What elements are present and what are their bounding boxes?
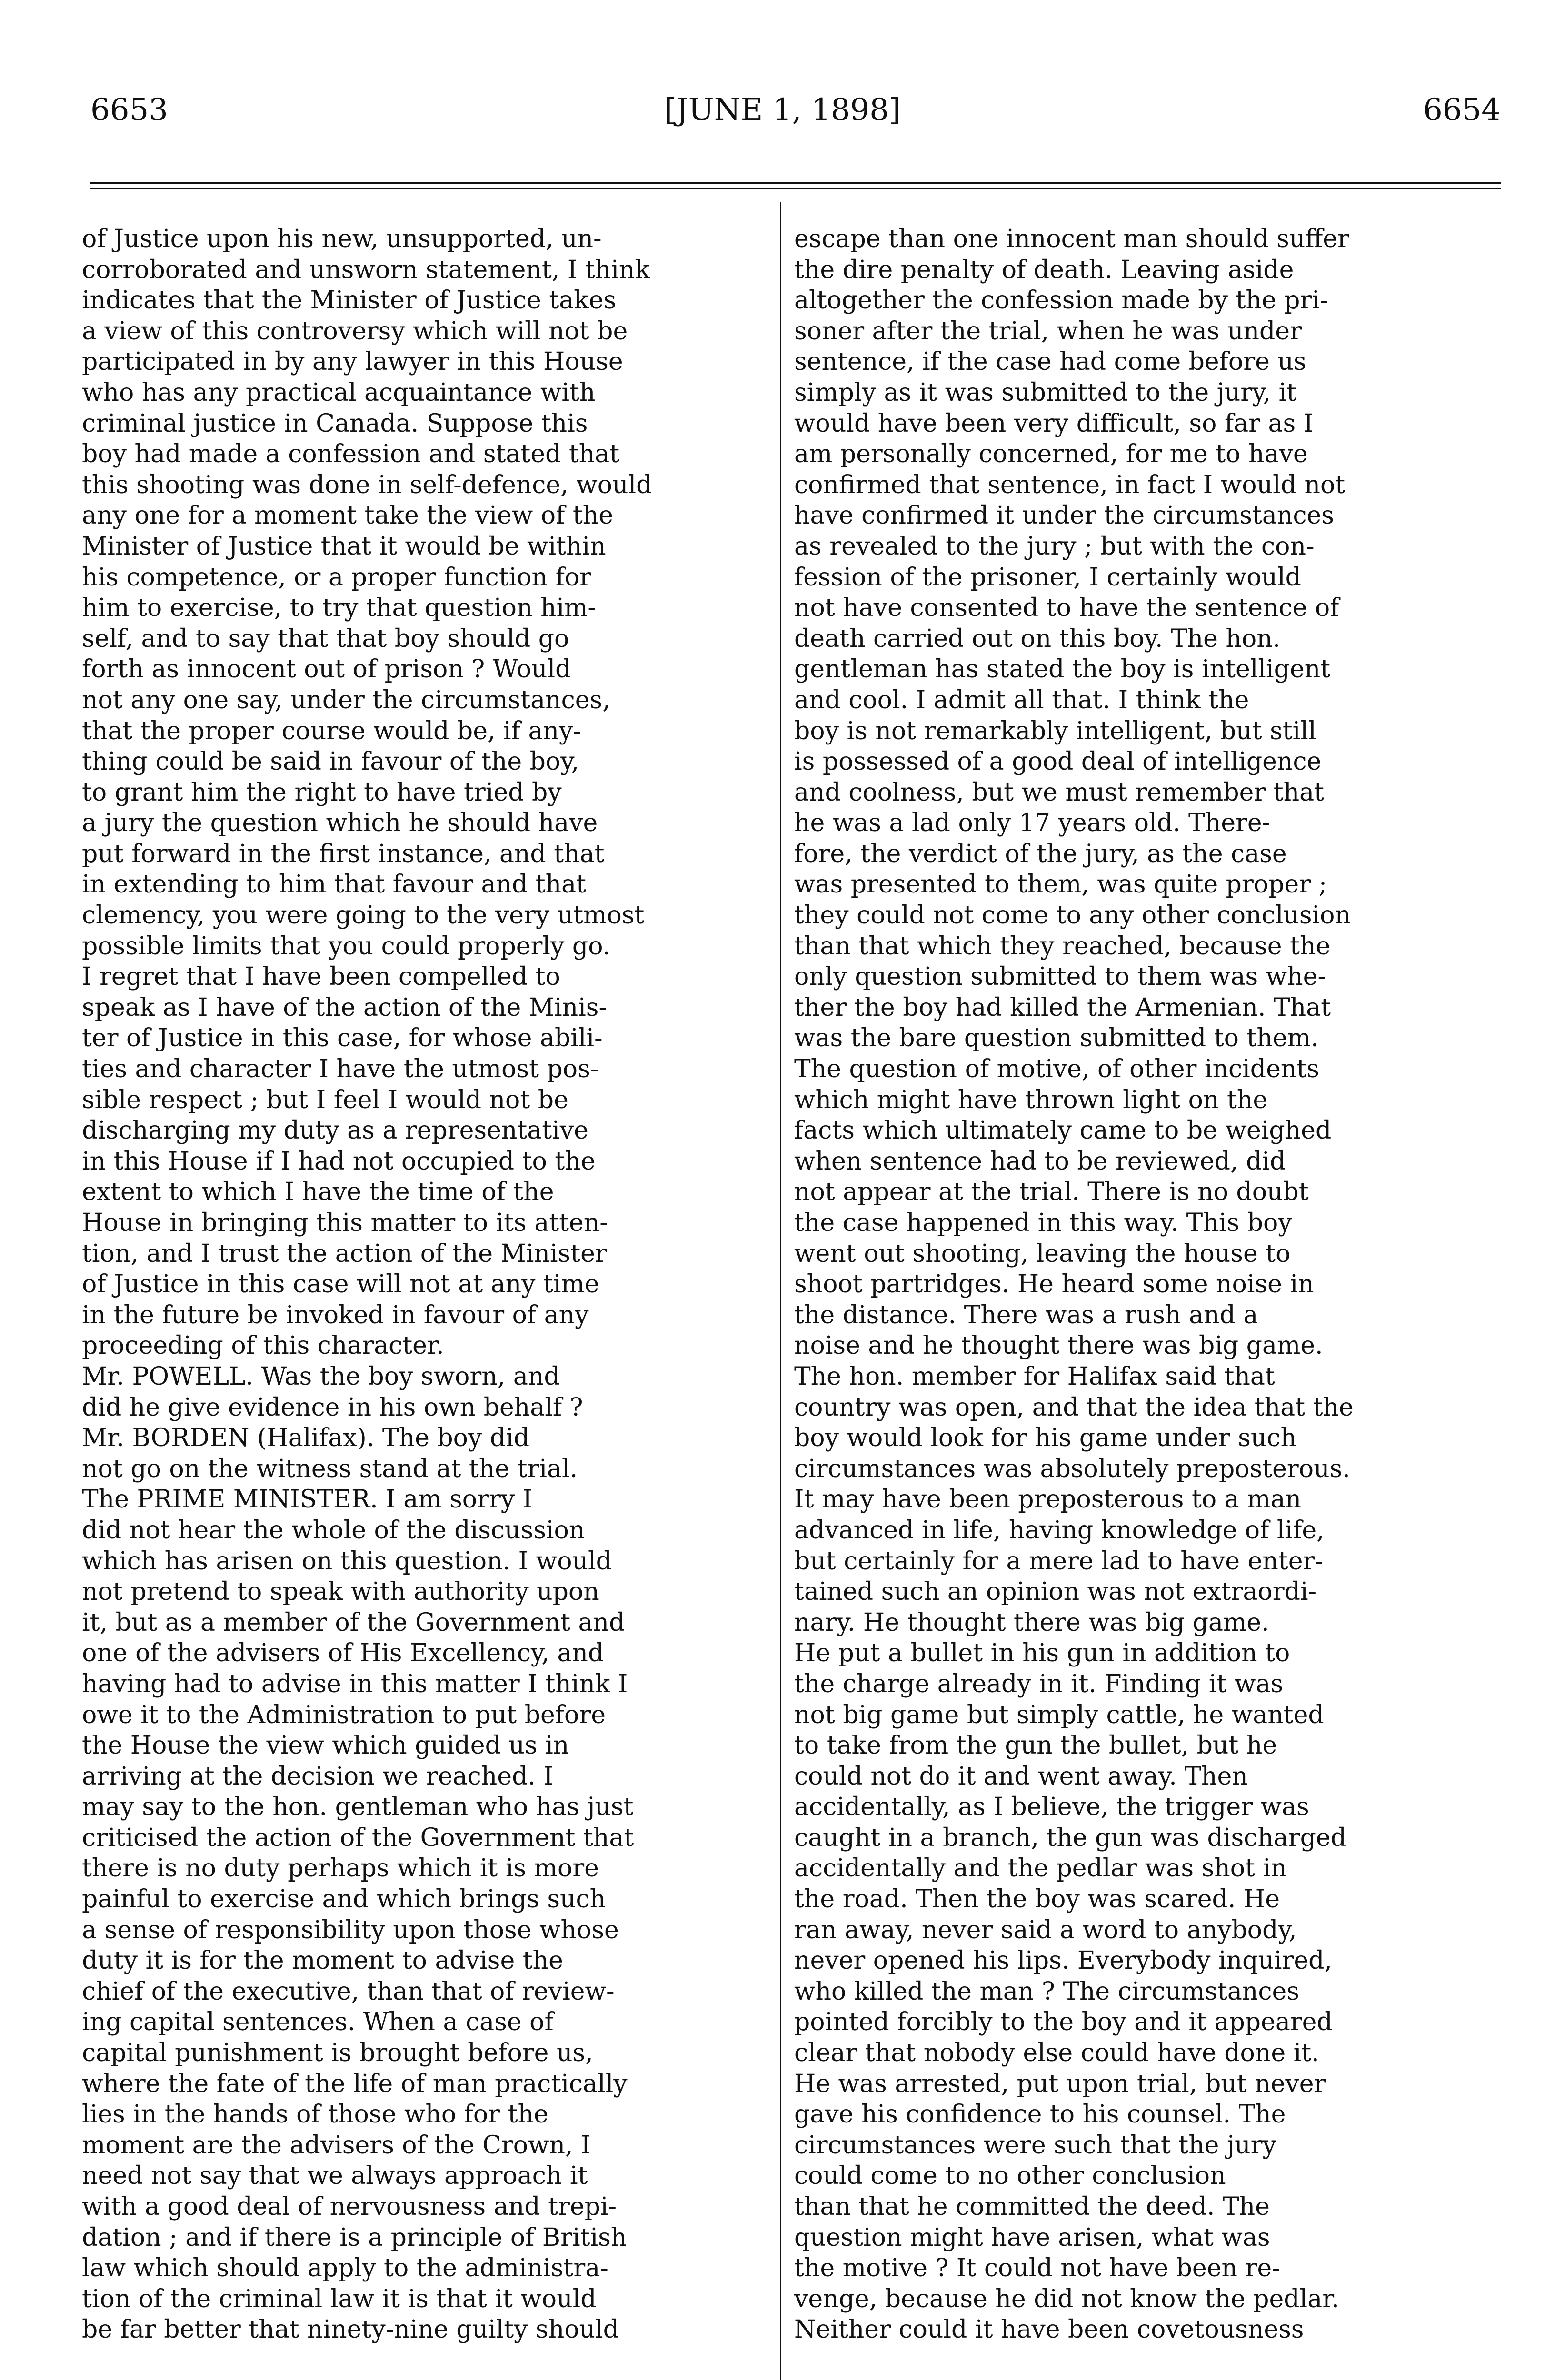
text-line: ran away, never said a word to anybody,: [794, 1915, 1297, 1944]
text-line: the House the view which guided us in: [82, 1731, 569, 1760]
text-line: his competence, or a proper function for: [82, 563, 591, 592]
text-line: Minister of Justice that it would be within: [82, 532, 606, 561]
text-line: escape than one innocent man should suffer: [794, 225, 1349, 253]
text-line: a jury the question which he should have: [82, 809, 598, 838]
text-line: facts which ultimately came to be weighed: [794, 1116, 1332, 1145]
text-line: the distance. There was a rush and a: [794, 1300, 1258, 1329]
text-line: not appear at the trial. There is no doubt: [794, 1178, 1309, 1207]
text-line: there is no duty perhaps which it is more: [82, 1854, 599, 1883]
text-line: self, and to say that that boy should go: [82, 624, 569, 653]
text-line: The hon. member for Halifax said that: [794, 1362, 1275, 1391]
text-line: death carried out on this boy. The hon.: [794, 624, 1281, 653]
text-line: caught in a branch, the gun was discharged: [794, 1823, 1346, 1852]
text-line: soner after the trial, when he was under: [794, 317, 1302, 346]
text-line: discharging my duty as a representative: [82, 1116, 588, 1145]
text-line: the charge already in it. Finding it was: [794, 1669, 1284, 1698]
text-line: Mr. POWELL. Was the boy sworn, and: [82, 1362, 560, 1391]
text-line: this shooting was done in self-defence, would: [82, 470, 652, 499]
text-line: one of the advisers of His Excellency, and: [82, 1639, 604, 1668]
text-line: Neither could it have been covetousness: [794, 2315, 1304, 2344]
right-page-number: 6654: [1423, 92, 1501, 128]
text-line: but certainly for a mere lad to have enter-: [794, 1547, 1323, 1576]
text-line: It may have been preposterous to a man: [794, 1485, 1302, 1514]
text-line: could not do it and went away. Then: [794, 1762, 1248, 1791]
text-line: not any one say, under the circumstances,: [82, 685, 610, 714]
text-line: House in bringing this matter to its atten-: [82, 1209, 608, 1237]
text-line: never opened his lips. Everybody inquired,: [794, 1946, 1332, 1975]
text-line: tained such an opinion was not extraordi-: [794, 1577, 1317, 1606]
text-line: nary. He thought there was big game.: [794, 1608, 1269, 1637]
text-line: country was open, and that the idea that the: [794, 1393, 1354, 1422]
text-line: would have been very difficult, so far as I: [794, 409, 1314, 438]
text-line: confirmed that sentence, in fact I would not: [794, 470, 1346, 499]
text-line: the road. Then the boy was scared. He: [794, 1885, 1280, 1914]
column-divider: [780, 202, 781, 2380]
text-line: not have consented to have the sentence of: [794, 594, 1339, 623]
text-line: not go on the witness stand at the trial.: [82, 1454, 578, 1483]
text-line: was presented to them, was quite proper ;: [794, 870, 1327, 899]
text-line: could come to no other conclusion: [794, 2162, 1226, 2191]
text-line: who has any practical acquaintance with: [82, 378, 596, 407]
text-line: in this House if I had not occupied to the: [82, 1147, 596, 1176]
text-line: the case happened in this way. This boy: [794, 1209, 1292, 1237]
text-line: The PRIME MINISTER. I am sorry I: [82, 1485, 533, 1514]
text-line: not pretend to speak with authority upon: [82, 1577, 599, 1606]
text-line: when sentence had to be reviewed, did: [794, 1147, 1286, 1176]
header-rule-top: [90, 182, 1501, 184]
text-line: as revealed to the jury ; but with the con-: [794, 532, 1315, 561]
text-line: circumstances were such that the jury: [794, 2131, 1276, 2160]
text-line: I regret that I have been compelled to: [82, 962, 560, 992]
text-line: advanced in life, having knowledge of life,: [794, 1516, 1325, 1545]
text-line: having had to advise in this matter I think I: [82, 1669, 628, 1698]
text-line: ther the boy had killed the Armenian. That: [794, 993, 1331, 1022]
text-line: venge, because he did not know the pedlar.: [794, 2284, 1339, 2313]
text-line: accidentally, as I believe, the trigger was: [794, 1793, 1309, 1822]
text-line: thing could be said in favour of the boy,: [82, 747, 579, 776]
text-line: with a good deal of nervousness and trepi-: [82, 2192, 617, 2221]
text-line: corroborated and unsworn statement, I think: [82, 255, 650, 284]
text-line: owe it to the Administration to put before: [82, 1700, 606, 1729]
text-line: The question of motive, of other incidents: [794, 1055, 1319, 1084]
text-line: boy is not remarkably intelligent, but still: [794, 716, 1316, 745]
text-line: to grant him the right to have tried by: [82, 778, 562, 807]
text-line: sible respect ; but I feel I would not be: [82, 1085, 568, 1114]
text-line: clemency, you were going to the very utmost: [82, 901, 645, 930]
page-date-header: [JUNE 1, 1898]: [664, 92, 901, 128]
text-line: lies in the hands of those who for the: [82, 2100, 548, 2129]
text-line: pointed forcibly to the boy and it appeared: [794, 2008, 1333, 2037]
text-line: the motive ? It could not have been re-: [794, 2254, 1280, 2283]
text-line: capital punishment is brought before us,: [82, 2039, 593, 2068]
text-line: a view of this controversy which will not be: [82, 317, 628, 346]
text-line: gentleman has stated the boy is intelligent: [794, 655, 1331, 684]
text-line: boy would look for his game under such: [794, 1424, 1296, 1453]
text-line: that the proper course would be, if any-: [82, 716, 581, 745]
text-line: and coolness, but we must remember that: [794, 778, 1325, 807]
text-line: than that he committed the deed. The: [794, 2192, 1270, 2221]
text-line: law which should apply to the administra-: [82, 2254, 608, 2283]
text-line: arriving at the decision we reached. I: [82, 1762, 553, 1791]
text-line: simply as it was submitted to the jury, it: [794, 378, 1297, 407]
text-line: of Justice in this case will not at any time: [82, 1270, 599, 1299]
text-line: duty it is for the moment to advise the: [82, 1946, 563, 1975]
text-line: clear that nobody else could have done it.: [794, 2039, 1319, 2068]
text-line: any one for a moment take the view of the: [82, 501, 614, 530]
text-line: put forward in the first instance, and that: [82, 839, 605, 868]
text-line: noise and he thought there was big game.: [794, 1331, 1323, 1360]
text-line: dation ; and if there is a principle of British: [82, 2223, 627, 2252]
text-line: the dire penalty of death. Leaving aside: [794, 255, 1294, 284]
text-line: indicates that the Minister of Justice takes: [82, 286, 617, 315]
text-line: painful to exercise and which brings such: [82, 1885, 606, 1914]
header-rule-bottom: [90, 188, 1501, 189]
text-line: fore, the verdict of the jury, as the case: [794, 839, 1287, 868]
text-line: criticised the action of the Government that: [82, 1823, 634, 1852]
text-line: went out shooting, leaving the house to: [794, 1239, 1291, 1268]
text-line: they could not come to any other conclusion: [794, 901, 1351, 930]
text-line: a sense of responsibility upon those whose: [82, 1915, 619, 1944]
text-line: proceeding of this character.: [82, 1331, 444, 1360]
right-column: [794, 224, 1484, 2380]
text-line: have confirmed it under the circumstances: [794, 501, 1334, 530]
text-line: criminal justice in Canada. Suppose this: [82, 409, 588, 438]
text-line: ing capital sentences. When a case of: [82, 2008, 554, 2037]
text-line: who killed the man ? The circumstances: [794, 1977, 1299, 2006]
text-line: which has arisen on this question. I would: [82, 1547, 612, 1576]
text-line: accidentally and the pedlar was shot in: [794, 1854, 1287, 1883]
text-line: it, but as a member of the Government and: [82, 1608, 625, 1637]
text-line: be far better that ninety-nine guilty should: [82, 2315, 619, 2344]
text-line: than that which they reached, because the: [794, 932, 1331, 961]
text-line: not big game but simply cattle, he wanted: [794, 1700, 1324, 1729]
text-line: moment are the advisers of the Crown, I: [82, 2131, 591, 2160]
text-line: He put a bullet in his gun in addition to: [794, 1639, 1290, 1668]
text-line: extent to which I have the time of the: [82, 1178, 554, 1207]
text-line: where the fate of the life of man practically: [82, 2069, 628, 2098]
text-line: to take from the gun the bullet, but he: [794, 1731, 1277, 1760]
text-line: fession of the prisoner, I certainly would: [794, 563, 1301, 592]
text-line: chief of the executive, than that of review-: [82, 1977, 615, 2006]
text-line: speak as I have of the action of the Minis-: [82, 993, 608, 1022]
text-line: in extending to him that favour and that: [82, 870, 587, 899]
text-line: tion of the criminal law it is that it would: [82, 2284, 597, 2313]
text-line: did he give evidence in his own behalf ?: [82, 1393, 583, 1422]
text-line: only question submitted to them was whe-: [794, 962, 1326, 992]
text-line: ties and character I have the utmost pos-: [82, 1055, 599, 1084]
text-line: forth as innocent out of prison ? Would: [82, 655, 571, 684]
text-line: of Justice upon his new, unsupported, un-: [82, 225, 602, 253]
text-line: and cool. I admit all that. I think the: [794, 685, 1249, 714]
text-line: he was a lad only 17 years old. There-: [794, 809, 1271, 838]
text-line: altogether the confession made by the pri-: [794, 286, 1328, 315]
text-line: ter of Justice in this case, for whose abili-: [82, 1024, 603, 1053]
left-column: [82, 224, 771, 2380]
text-line: was the bare question submitted to them.: [794, 1024, 1319, 1053]
text-line: which might have thrown light on the: [794, 1085, 1268, 1114]
text-line: participated in by any lawyer in this House: [82, 347, 623, 377]
text-line: gave his confidence to his counsel. The: [794, 2100, 1286, 2129]
text-line: tion, and I trust the action of the Minister: [82, 1239, 607, 1268]
text-line: boy had made a confession and stated that: [82, 440, 620, 469]
left-page-number: 6653: [90, 92, 168, 128]
text-line: am personally concerned, for me to have: [794, 440, 1308, 469]
text-line: did not hear the whole of the discussion: [82, 1516, 585, 1545]
text-line: circumstances was absolutely preposterous.: [794, 1454, 1350, 1483]
text-line: need not say that we always approach it: [82, 2162, 588, 2191]
text-line: in the future be invoked in favour of any: [82, 1300, 589, 1329]
text-line: He was arrested, put upon trial, but never: [794, 2069, 1326, 2098]
text-line: shoot partridges. He heard some noise in: [794, 1270, 1314, 1299]
text-line: Mr. BORDEN (Halifax). The boy did: [82, 1424, 530, 1453]
text-line: may say to the hon. gentleman who has just: [82, 1793, 634, 1822]
text-line: sentence, if the case had come before us: [794, 347, 1306, 377]
text-line: possible limits that you could properly go.: [82, 932, 611, 961]
text-line: him to exercise, to try that question him-: [82, 594, 596, 623]
text-line: question might have arisen, what was: [794, 2223, 1270, 2252]
text-line: is possessed of a good deal of intelligence: [794, 747, 1322, 776]
